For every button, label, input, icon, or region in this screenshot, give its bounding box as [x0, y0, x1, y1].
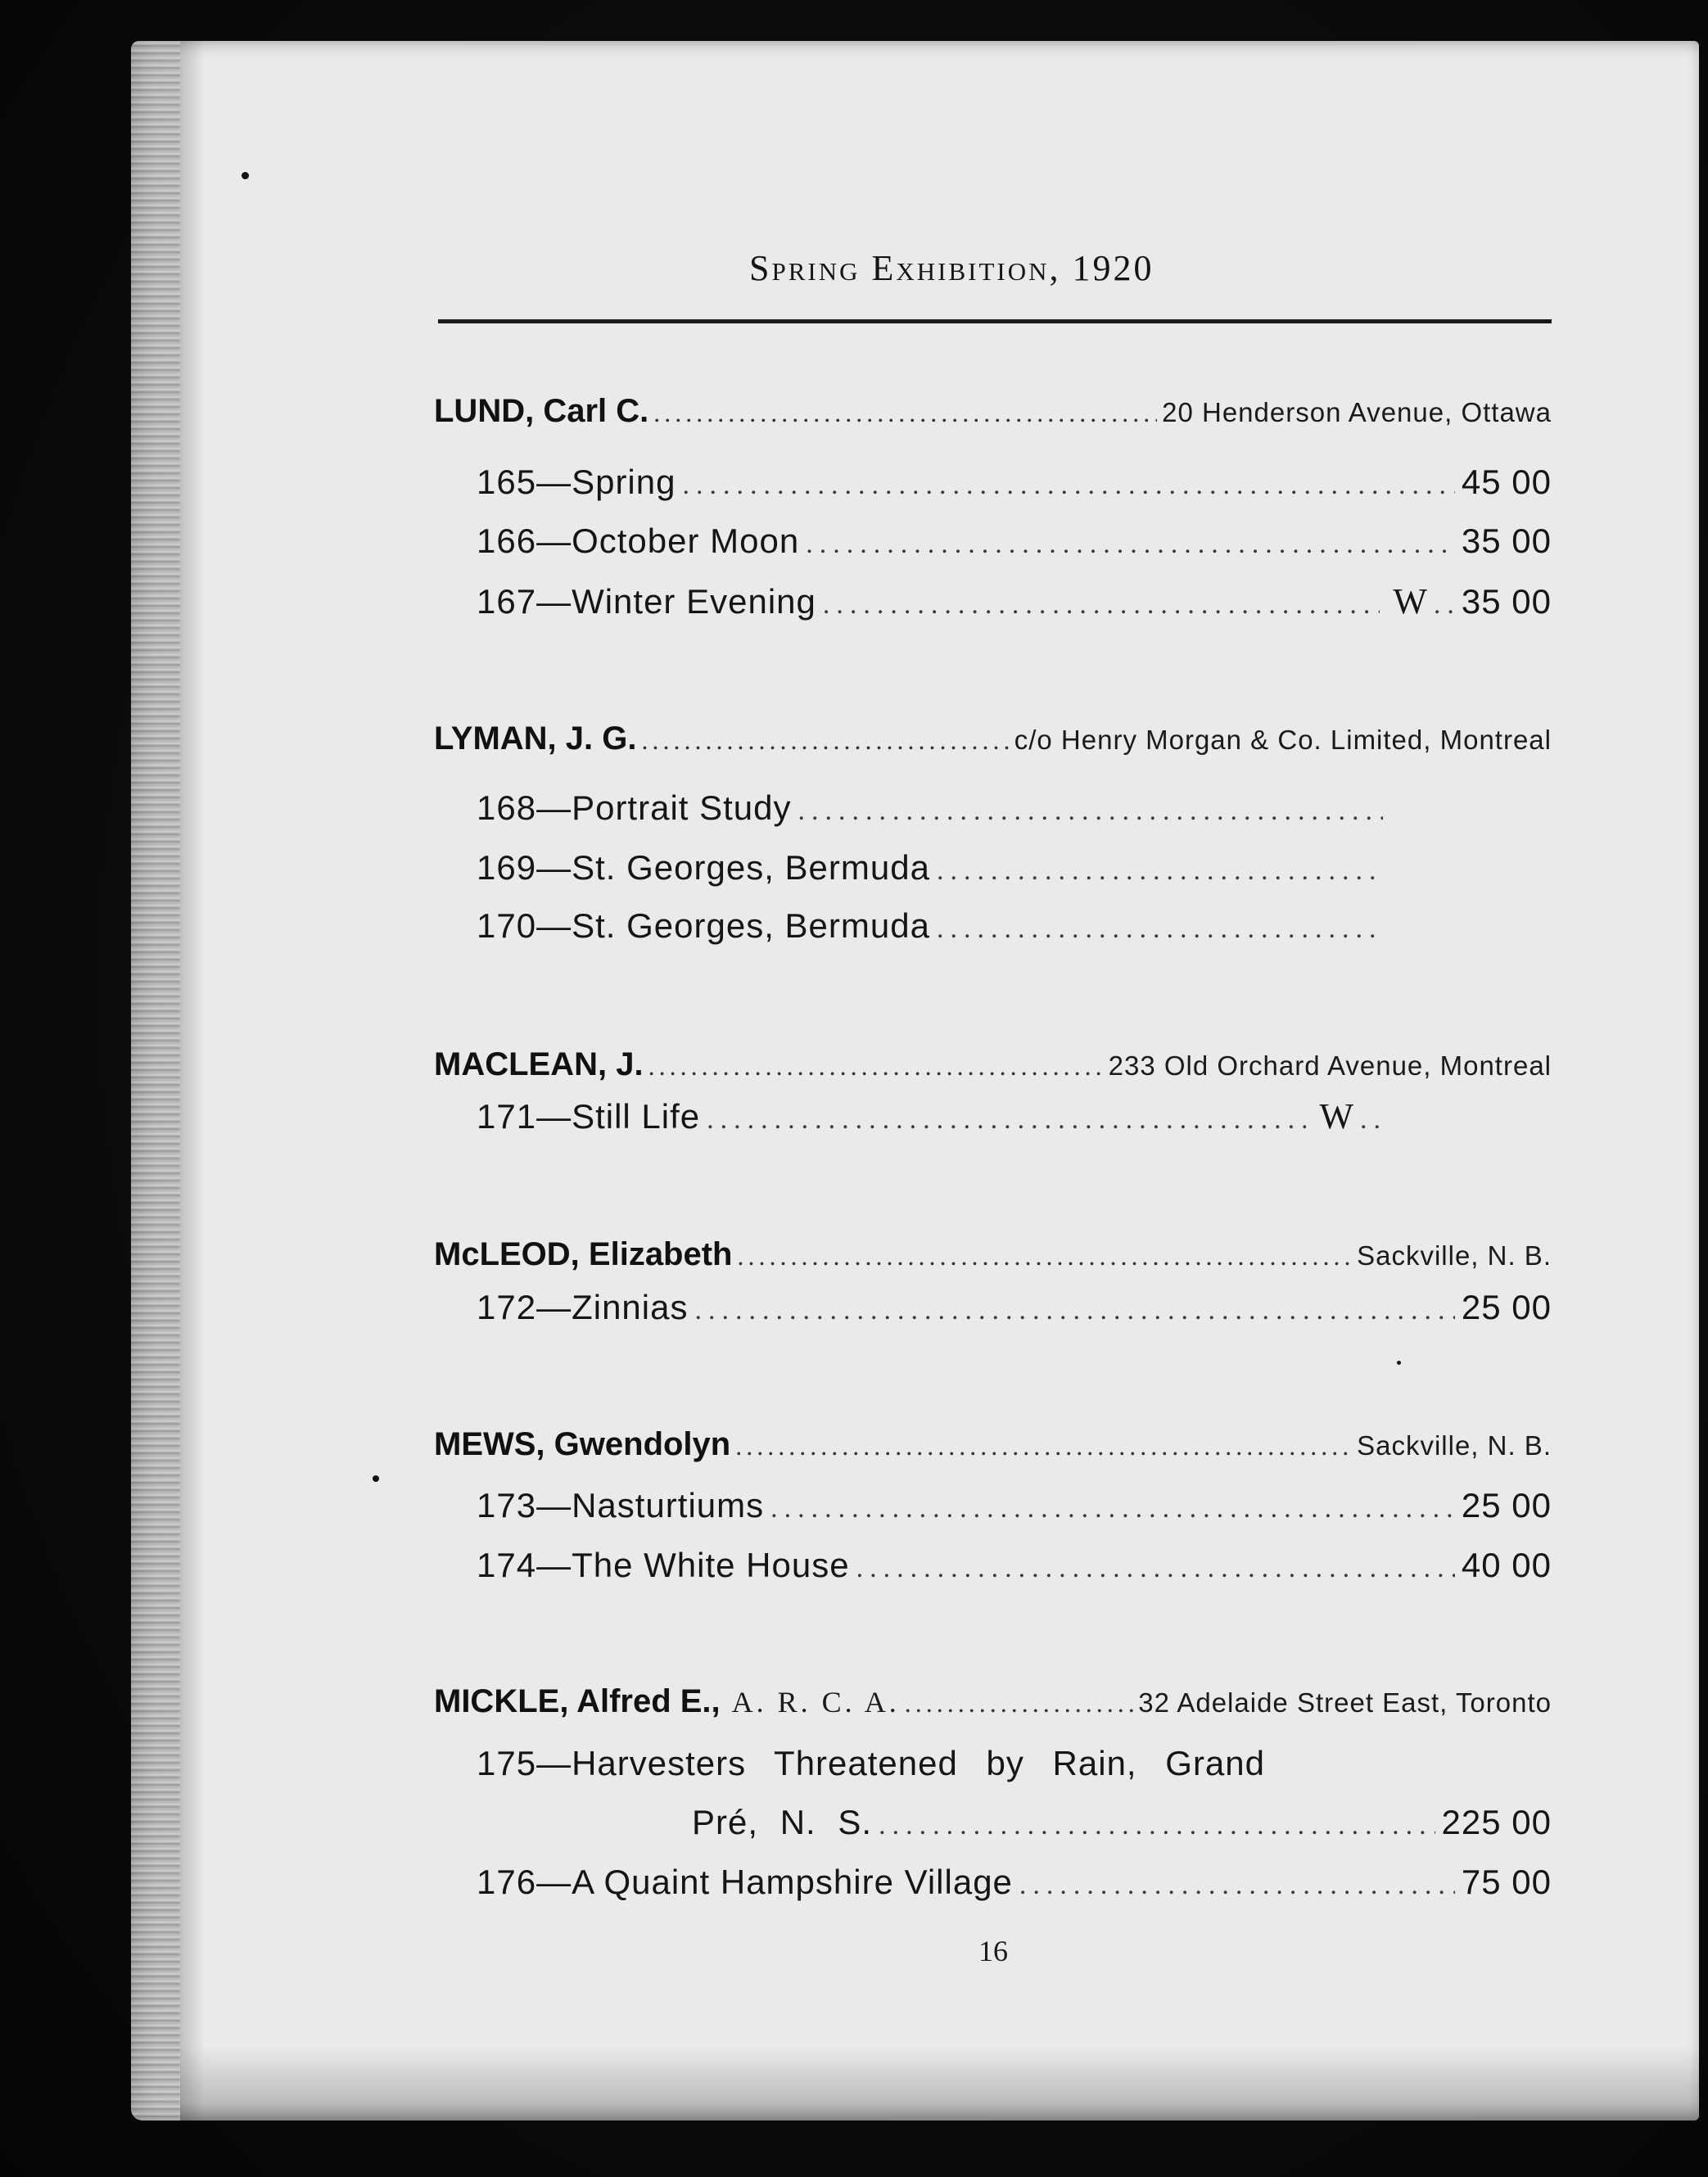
dot-leader [937, 856, 1383, 887]
dot-leader [879, 1810, 1435, 1841]
work-price: 225 00 [1441, 1803, 1552, 1841]
watercolour-mark: W [1393, 581, 1427, 621]
scan-speck [242, 172, 249, 179]
dot-leader [641, 725, 1009, 756]
dot-leader [682, 470, 1454, 501]
work-number: 168 [477, 788, 537, 827]
artist-address: 233 Old Orchard Avenue, Montreal [1108, 1050, 1552, 1081]
artist-address: c/o Henry Morgan & Co. Limited, Montreal [1014, 725, 1552, 755]
artist-name: MEWS, Gwendolyn [434, 1426, 731, 1462]
dot-leader [937, 914, 1383, 945]
dot-leader [1360, 1104, 1383, 1136]
dot-leader [905, 1688, 1134, 1719]
artist-heading [434, 393, 1552, 434]
artist-address: Sackville, N. B. [1357, 1240, 1552, 1271]
work-number: 167 [477, 582, 537, 621]
work-entry: 166 — October Moon ..... 35 00 [477, 522, 1552, 566]
work-entry: 175 — Harvesters Threatened by Rain, Grand [477, 1744, 1265, 1782]
artist-heading [434, 1426, 1552, 1467]
dot-leader [648, 1051, 1104, 1082]
work-number: 169 [477, 848, 537, 887]
scan-speck [373, 1475, 379, 1482]
binding-edge [131, 41, 180, 2121]
scan-speck [1397, 1361, 1401, 1365]
work-number: 171 [477, 1097, 537, 1136]
work-title: St. Georges, Bermuda [572, 848, 930, 887]
work-price: 35 00 [1461, 582, 1552, 621]
dot-leader [653, 398, 1157, 428]
dot-leader [1434, 589, 1455, 621]
work-entry: 173 — Nasturtiums ..... 25 00 [477, 1486, 1552, 1530]
artist-name: MACLEAN, J. [434, 1046, 644, 1082]
page-number: 16 [978, 1935, 1008, 1967]
artist-heading [434, 720, 1552, 761]
artist-name: LYMAN, J. G. [434, 720, 637, 757]
work-number: 173 [477, 1486, 537, 1524]
work-title: Winter Evening [572, 582, 816, 621]
running-head: Spring Exhibition, 1920 [749, 248, 1154, 288]
dot-leader [735, 1431, 1352, 1461]
dot-leader [823, 589, 1380, 621]
work-entry: 172 — Zinnias ..... 25 00 [477, 1288, 1552, 1332]
work-title: Nasturtiums [572, 1486, 765, 1524]
work-number: 170 [477, 906, 537, 945]
dot-leader [856, 1553, 1455, 1584]
artist-address: 32 Adelaide Street East, Toronto [1138, 1687, 1552, 1718]
work-number: 172 [477, 1288, 537, 1326]
work-title: A Quaint Hampshire Village [572, 1863, 1013, 1901]
artist-name: McLEOD, Elizabeth [434, 1236, 733, 1272]
work-entry: 176 — A Quaint Hampshire Village ..... 75 00 [477, 1863, 1552, 1907]
work-title: Harvesters Threatened by Rain, Grand [572, 1744, 1265, 1782]
work-price: 25 00 [1461, 1288, 1552, 1326]
work-title: Spring [572, 463, 676, 501]
work-price: 25 00 [1461, 1486, 1552, 1524]
work-entry: 167 — Winter Evening ..... W ..... 35 00 [477, 580, 1552, 625]
work-number: 174 [477, 1546, 537, 1584]
work-entry: 171 — Still Life ..... W ..... [477, 1095, 1389, 1140]
work-title: Still Life [572, 1097, 701, 1136]
work-number: 175 [477, 1744, 537, 1782]
artist-address: 20 Henderson Avenue, Ottawa [1162, 397, 1552, 427]
work-entry: 168 — Portrait Study ..... [477, 788, 1389, 833]
artist-heading [434, 1236, 1552, 1277]
work-price: 75 00 [1461, 1863, 1552, 1901]
work-price: 45 00 [1461, 463, 1552, 501]
work-number: 165 [477, 463, 537, 501]
work-entry: 174 — The White House ..... 40 00 [477, 1546, 1552, 1590]
artist-address: Sackville, N. B. [1357, 1430, 1552, 1461]
artist-name: LUND, Carl C. [434, 393, 649, 429]
work-title: Zinnias [572, 1288, 689, 1326]
work-number: 176 [477, 1863, 537, 1901]
artist-name: MICKLE, Alfred E., [434, 1683, 721, 1719]
dot-leader [770, 1493, 1455, 1524]
binding-shadow [180, 41, 205, 2121]
dot-leader [738, 1241, 1353, 1271]
work-price: 40 00 [1461, 1546, 1552, 1584]
dot-leader [1019, 1870, 1455, 1901]
work-price: 35 00 [1461, 522, 1552, 560]
dot-leader [806, 529, 1455, 560]
dot-leader [694, 1295, 1454, 1326]
artist-heading [434, 1683, 1552, 1724]
work-title: St. Georges, Bermuda [572, 906, 930, 945]
work-entry: 165 — Spring ..... 45 00 [477, 463, 1552, 507]
work-title: Portrait Study [572, 788, 792, 827]
dot-leader [707, 1104, 1306, 1136]
work-entry-continued [692, 1803, 1552, 1847]
work-title-continued: Pré, N. S. [692, 1803, 873, 1841]
artist-heading [434, 1046, 1552, 1087]
work-title: The White House [572, 1546, 850, 1584]
work-entry: 169 — St. Georges, Bermuda ..... [477, 848, 1389, 892]
work-title: October Moon [572, 522, 800, 560]
header-rule [438, 319, 1552, 323]
dot-leader [798, 796, 1383, 827]
watercolour-mark: W [1319, 1096, 1354, 1136]
artist-honor: A. R. C. A. [731, 1686, 900, 1719]
work-number: 166 [477, 522, 537, 560]
work-entry: 170 — St. Georges, Bermuda ..... [477, 906, 1389, 951]
page-wear [180, 2047, 1699, 2121]
